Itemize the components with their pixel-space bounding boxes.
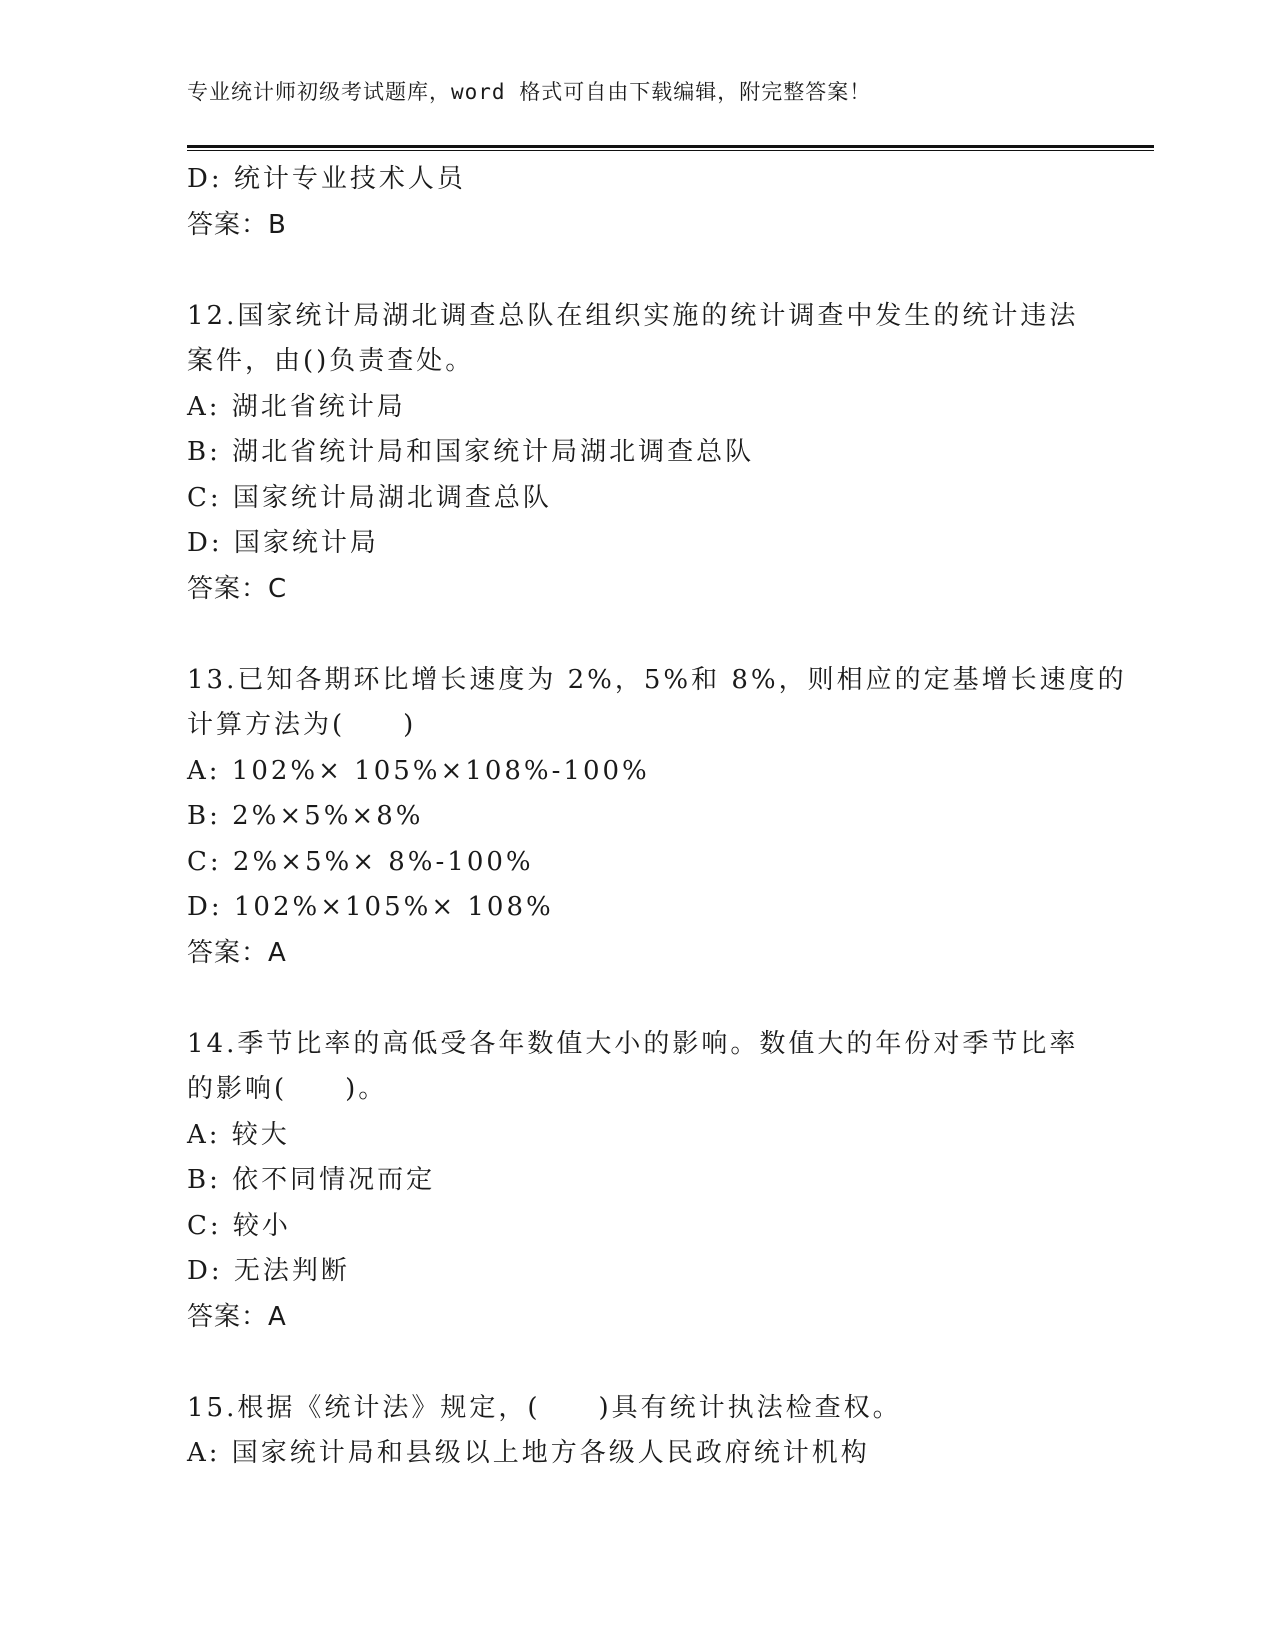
question-stem: 的影响( )。: [187, 1074, 388, 1104]
option-d: D: 统计专业技术人员: [187, 164, 466, 194]
page-header: 专业统计师初级考试题库，word 格式可自由下载编辑，附完整答案！: [187, 80, 872, 104]
answer: 答案：B: [187, 209, 287, 240]
answer: 答案：A: [187, 937, 287, 968]
option-a: A: 国家统计局和县级以上地方各级人民政府统计机构: [187, 1438, 870, 1468]
option-c: C: 国家统计局湖北调查总队: [187, 482, 552, 513]
question-12: [187, 294, 1087, 613]
question-13: [187, 658, 1127, 977]
option-d: D: 102%×105%× 108%: [187, 892, 554, 922]
option-b: B: 湖北省统计局和国家统计局湖北调查总队: [187, 437, 755, 467]
question-list: [187, 157, 1127, 1477]
prev-question: [187, 157, 1087, 248]
option-b: B: 2%×5%×8%: [187, 801, 424, 831]
question-stem: 14.季节比率的高低受各年数值大小的影响。数值大的年份对季节比率: [187, 1028, 1079, 1059]
option-c: C: 较小: [187, 1210, 291, 1241]
header-rule-thick: [187, 145, 1154, 148]
option-d: D: 国家统计局: [187, 528, 379, 558]
header-rule-thin: [187, 150, 1154, 151]
answer: 答案：C: [187, 573, 288, 604]
option-d: D: 无法判断: [187, 1256, 350, 1286]
question-stem: 13.已知各期环比增长速度为 2%，5%和 8%，则相应的定基增长速度的: [187, 664, 1127, 695]
answer: 答案：A: [187, 1301, 287, 1332]
question-stem: 计算方法为( ): [187, 710, 417, 740]
question-15: [187, 1386, 1087, 1477]
option-c: C: 2%×5%× 8%-100%: [187, 846, 534, 877]
question-stem: 案件，由()负责查处。: [187, 346, 475, 376]
option-a: A: 102%× 105%×108%-100%: [187, 755, 650, 786]
option-a: A: 湖北省统计局: [187, 391, 406, 422]
question-14: [187, 1022, 1087, 1341]
question-stem: 12.国家统计局湖北调查总队在组织实施的统计调查中发生的统计违法: [187, 300, 1079, 331]
option-b: B: 依不同情况而定: [187, 1165, 436, 1195]
question-stem: 15.根据《统计法》规定，( )具有统计执法检查权。: [187, 1392, 902, 1423]
option-a: A: 较大: [187, 1119, 290, 1150]
